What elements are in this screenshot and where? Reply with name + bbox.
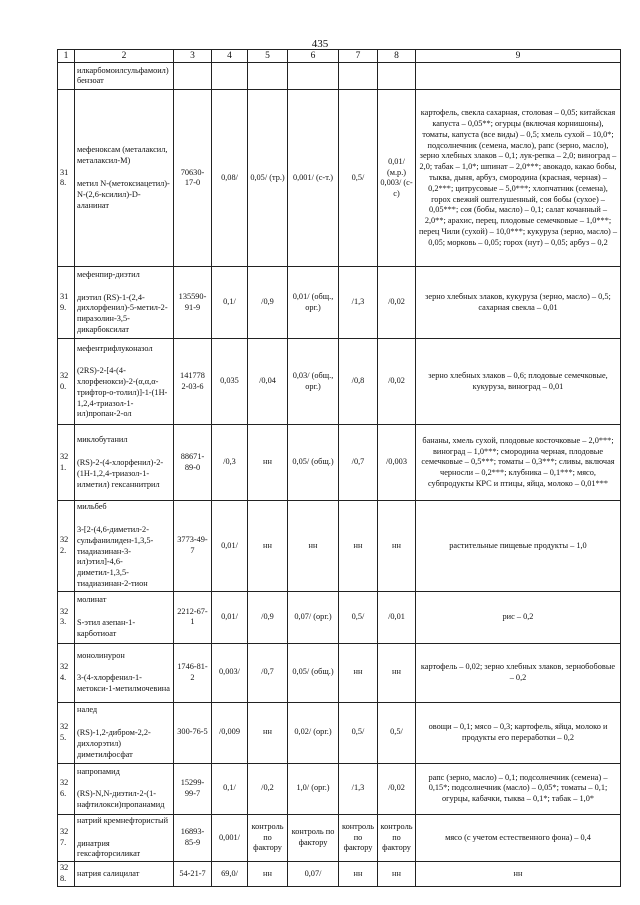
value-col-5: нн <box>248 501 288 591</box>
substance-name: молинат <box>77 595 107 605</box>
value-col-6: 0,07/ (орг.) <box>288 591 339 643</box>
value-col-4: 0,1/ <box>212 267 248 339</box>
chemical-name: метил N-(метоксиацетил)-N-(2,6-ксилил)-D-аланинат <box>77 178 170 210</box>
cas-number: 16893-85-9 <box>174 814 212 861</box>
substance-name-cell <box>75 591 174 643</box>
value-col-6: контроль по фактору <box>288 814 339 861</box>
cas-number <box>174 63 212 90</box>
row-number <box>58 63 75 90</box>
table-row <box>58 501 621 591</box>
table-row <box>58 643 621 702</box>
substance-name-cell <box>75 763 174 814</box>
cas-number: 135590-91-9 <box>174 267 212 339</box>
residue-limits: картофель, свекла сахарная, столовая – 0,05; китайская капуста – 0,05**; огурцы (включая корнишоны), томаты, капуста (все виды) – 0,5; хмель сухой – 10,0*; подсолнечник (семена, масло), рапс (зерно, масло), зерно хлебных злаков – 0,1; лук-репка – 2,0; виноград – 2,0; табак – 1,0*; шпинат – 2,0***; авокадо, какао бобы, тыква, дыня, арбуз, смородина (красная, черная) – 0,2***; цитрусовые – 5,0***; хлопчатник (семена), горох свежий оштелушенный, соя бобы (сухое) – 0,05***; соя (бобы, масло) – 0,1; салат кочанный – 2,0**; арахис, перец, плодовые семечковые – 1,0***; перец Чили (сухой) – 10,0***; кукуруза (зерно, масло) – 0,05; морковь – 0,05; горох (нут) – 0,05; арбуз – 0,2 <box>416 90 621 267</box>
substance-name: натрий кремнефтористый <box>77 815 169 825</box>
value-col-7: 0,5/ <box>339 90 378 267</box>
value-col-6: 0,05/ (общ.) <box>288 425 339 501</box>
chemical-name: динатрия гексафторсиликат <box>77 838 141 859</box>
table-row <box>58 814 621 861</box>
substance-name-cell <box>75 643 174 702</box>
residue-limits: картофель – 0,02; зерно хлебных злаков, зернобобовые – 0,2 <box>416 643 621 702</box>
value-col-4: 0,01/ <box>212 501 248 591</box>
value-col-5: /0,04 <box>248 339 288 425</box>
header-cell: 2 <box>75 50 174 63</box>
chemical-name: (RS)-1,2-дибром-2,2-дихлорэтил) диметилфосфат <box>77 728 151 759</box>
value-col-7: нн <box>339 643 378 702</box>
chemical-name: S-этил азепан-1-карботиоат <box>77 617 136 638</box>
value-col-4: 0,003/ <box>212 643 248 702</box>
chemical-name: (RS)-2-(4-хлорфенил)-2-(1H-1,2,4-триазол-1-илметил) гексаннитрил <box>77 458 164 489</box>
value-col-5: /0,9 <box>248 267 288 339</box>
table-header-row <box>58 50 621 63</box>
row-number: 327. <box>58 814 75 861</box>
page-number: 435 <box>311 38 329 50</box>
value-col-4: 0,035 <box>212 339 248 425</box>
table-row <box>58 862 621 887</box>
value-col-6 <box>288 63 339 90</box>
value-col-4: /0,3 <box>212 425 248 501</box>
header-cell: 3 <box>174 50 212 63</box>
value-col-8: /0,003 <box>378 425 416 501</box>
row-number: 324. <box>58 643 75 702</box>
substance-name-cell <box>75 63 174 90</box>
residue-limits: мясо (с учетом естественного фона) – 0,4 <box>416 814 621 861</box>
cas-number: 70630-17-0 <box>174 90 212 267</box>
table-row <box>58 267 621 339</box>
residue-limits: бананы, хмель сухой, плодовые косточковые – 2,0***; виноград – 1,0***; смородина черная, плодовые семечковые – 0,5***; томаты – 0,3***; сливы, включая черносли – 0,2***; клубника – 0,1***; мясо, субпродукты КРС и птицы, яйца, молоко – 0,01*** <box>416 425 621 501</box>
value-col-8: 0,5/ <box>378 702 416 763</box>
residue-limits: зерно хлебных злаков – 0,6; плодовые семечковые, кукуруза, виноград – 0,01 <box>416 339 621 425</box>
chemical-name: бензоат <box>77 76 104 86</box>
substance-name: напропамид <box>77 766 120 776</box>
header-cell: 8 <box>378 50 416 63</box>
value-col-6: 1,0/ (орг.) <box>288 763 339 814</box>
residue-limits <box>416 63 621 90</box>
header-cell: 9 <box>416 50 621 63</box>
value-col-7: /0,8 <box>339 339 378 425</box>
value-col-8: контроль по фактору <box>378 814 416 861</box>
value-col-6: нн <box>288 501 339 591</box>
row-number: 318. <box>58 90 75 267</box>
row-number: 326. <box>58 763 75 814</box>
value-col-7: 0,5/ <box>339 702 378 763</box>
substance-name-cell <box>75 702 174 763</box>
row-number: 319. <box>58 267 75 339</box>
header-cell: 1 <box>58 50 75 63</box>
value-col-5: нн <box>248 425 288 501</box>
cas-number: 54-21-7 <box>174 862 212 887</box>
residue-limits: овощи – 0,1; мясо – 0,3; картофель, яйца, молоко и продукты его переработки – 0,2 <box>416 702 621 763</box>
value-col-7: нн <box>339 862 378 887</box>
value-col-5: /0,2 <box>248 763 288 814</box>
table-row <box>58 425 621 501</box>
substance-name-cell <box>75 90 174 267</box>
table-row <box>58 339 621 425</box>
value-col-8: нн <box>378 501 416 591</box>
value-col-7: /0,7 <box>339 425 378 501</box>
value-col-7: /1,3 <box>339 267 378 339</box>
table-row <box>58 63 621 90</box>
substance-name-cell <box>75 814 174 861</box>
header-cell: 6 <box>288 50 339 63</box>
chemical-name: (RS)-N,N-диэтил-2-(1-нафтилокси)пропанамид <box>77 789 165 810</box>
value-col-8: /0,02 <box>378 267 416 339</box>
table-row <box>58 702 621 763</box>
row-number: 323. <box>58 591 75 643</box>
value-col-8: /0,02 <box>378 763 416 814</box>
table-row <box>58 591 621 643</box>
value-col-5: контроль по фактору <box>248 814 288 861</box>
residue-limits: рапс (зерно, масло) – 0,1; подсолнечник (семена) – 0,15*; подсолнечник (масло) – 0,05*; томаты – 0,1; огурцы, кабачки, тыква – 0,1*; табак – 1,0* <box>416 763 621 814</box>
value-col-7: /1,3 <box>339 763 378 814</box>
value-col-8: нн <box>378 862 416 887</box>
value-col-5 <box>248 63 288 90</box>
value-col-5: нн <box>248 702 288 763</box>
value-col-6: 0,03/ (общ., орг.) <box>288 339 339 425</box>
value-col-8: /0,02 <box>378 339 416 425</box>
cas-number: 2212-67-1 <box>174 591 212 643</box>
cas-number: 88671-89-0 <box>174 425 212 501</box>
value-col-4: 0,08/ <box>212 90 248 267</box>
row-number: 321. <box>58 425 75 501</box>
substance-name: илкарбомоилсульфамоил) <box>77 65 169 75</box>
value-col-6: 0,05/ (общ.) <box>288 643 339 702</box>
value-col-5: нн <box>248 862 288 887</box>
cas-number: 300-76-5 <box>174 702 212 763</box>
substance-name: натрия салицилат <box>77 868 140 878</box>
header-cell: 7 <box>339 50 378 63</box>
substance-name: мефенпир-диэтил <box>77 269 140 279</box>
header-cell: 4 <box>212 50 248 63</box>
value-col-6: 0,01/ (общ., орг.) <box>288 267 339 339</box>
row-number: 320. <box>58 339 75 425</box>
residue-limits: нн <box>416 862 621 887</box>
substance-name-cell <box>75 339 174 425</box>
value-col-7: 0,5/ <box>339 591 378 643</box>
value-col-4 <box>212 63 248 90</box>
substance-name: налед <box>77 705 98 715</box>
row-number: 328. <box>58 862 75 887</box>
header-cell: 5 <box>248 50 288 63</box>
cas-number: 3773-49-7 <box>174 501 212 591</box>
value-col-6: 0,07/ <box>288 862 339 887</box>
chemical-name: (2RS)-2-[4-(4-хлорфенокси)-2-(α,α,α-трифтор-о-толил)]-1-(1H-1,2,4-триазол-1-ил)пропан-2-ол <box>77 366 168 419</box>
value-col-8: нн <box>378 643 416 702</box>
cas-number: 1746-81-2 <box>174 643 212 702</box>
value-col-5: 0,05/ (тр.) <box>248 90 288 267</box>
substance-name: мефентрифлуконазол <box>77 343 153 353</box>
value-col-5: /0,7 <box>248 643 288 702</box>
substance-name: мильбеб <box>77 502 107 512</box>
value-col-7: нн <box>339 501 378 591</box>
residue-limits: растительные пищевые продукты – 1,0 <box>416 501 621 591</box>
table-row <box>58 763 621 814</box>
substance-name: миклобутанил <box>77 435 128 445</box>
chemical-name: диэтил (RS)-1-(2,4-дихлорфенил)-5-метил-2-пиразолин-3,5-дикарбоксилат <box>77 292 168 335</box>
substance-name: монолинурон <box>77 650 125 660</box>
chemical-name: 3-[2-(4,6-диметил-2-сульфанилиден-1,3,5-тиадиазинан-3-ил)этил]-4,6-диметил-1,3,5-тиадиазинан-2-тион <box>77 525 154 589</box>
row-number: 325. <box>58 702 75 763</box>
residue-limits: рис – 0,2 <box>416 591 621 643</box>
value-col-5: /0,9 <box>248 591 288 643</box>
value-col-4: 0,1/ <box>212 763 248 814</box>
chemical-name: 3-(4-хлорфенил-1-метокси-1-метилмочевина <box>77 673 170 694</box>
value-col-4: 69,0/ <box>212 862 248 887</box>
value-col-8: /0,01 <box>378 591 416 643</box>
substance-name-cell <box>75 862 174 887</box>
table-row <box>58 90 621 267</box>
value-col-4: /0,009 <box>212 702 248 763</box>
value-col-4: 0,001/ <box>212 814 248 861</box>
row-number: 322. <box>58 501 75 591</box>
value-col-7: контроль по фактору <box>339 814 378 861</box>
substance-name-cell <box>75 501 174 591</box>
substance-name-cell <box>75 425 174 501</box>
cas-number: 15299-99-7 <box>174 763 212 814</box>
value-col-6: 0,02/ (орг.) <box>288 702 339 763</box>
substance-name-cell <box>75 267 174 339</box>
cas-number: 141778 2-03-6 <box>174 339 212 425</box>
pesticide-table <box>57 49 621 887</box>
residue-limits: зерно хлебных злаков, кукуруза (зерно, масло) – 0,5; сахарная свекла – 0,01 <box>416 267 621 339</box>
value-col-8: 0,01/ (м.р.) 0,003/ (с-с) <box>378 90 416 267</box>
value-col-7 <box>339 63 378 90</box>
substance-name: мефеноксам (металаксил, металаксил-М) <box>77 145 168 166</box>
value-col-4: 0,01/ <box>212 591 248 643</box>
value-col-6: 0,001/ (с-т.) <box>288 90 339 267</box>
value-col-8 <box>378 63 416 90</box>
